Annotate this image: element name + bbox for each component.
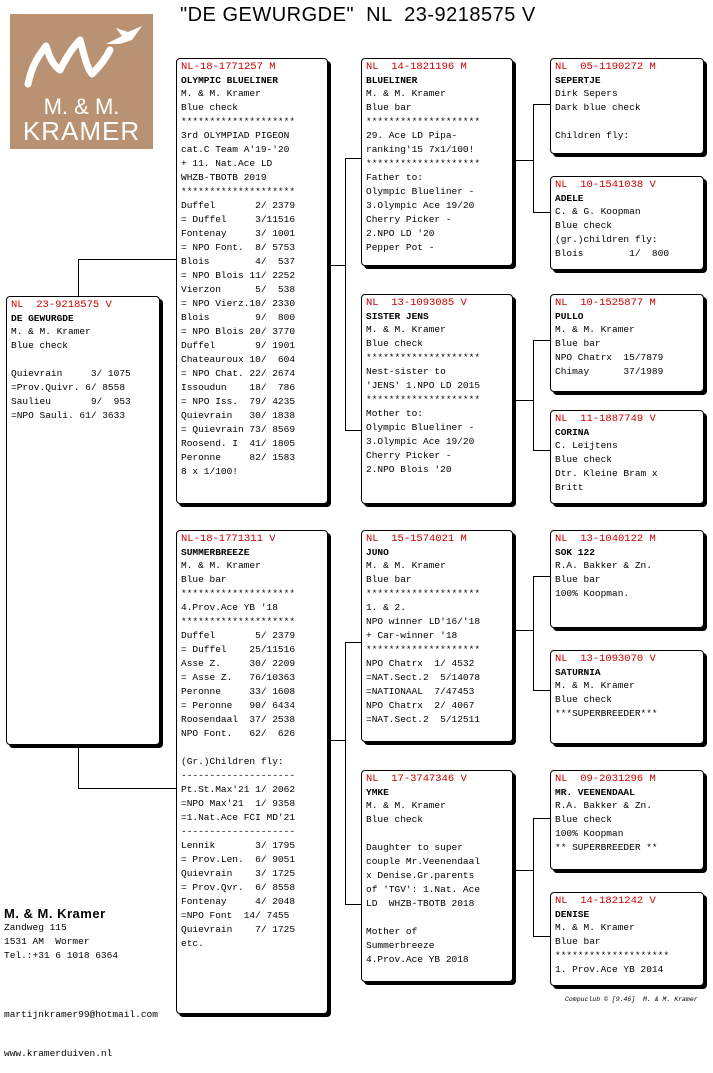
pigeon-logo-icon	[10, 14, 153, 104]
info-line: Blue check	[555, 220, 613, 231]
info-line: Blue check	[366, 814, 424, 825]
connector	[533, 104, 534, 212]
connector	[78, 259, 79, 297]
info-line: 1. Prov.Ace YB 2014	[555, 964, 664, 975]
info-line: Asse Z. 30/ 2209	[181, 658, 296, 669]
info-line: M. & M. Kramer	[555, 922, 635, 933]
pigeon-card-subject[interactable]	[6, 296, 160, 745]
info-line: Roosend. I 41/ 1805	[181, 438, 296, 449]
info-line: =1.Nat.Ace FCI MD'21	[181, 812, 296, 823]
info-line: = Duffel 3/11516	[181, 214, 296, 225]
info-line: NPO Chatrx 15/7879	[555, 352, 664, 363]
pigeon-card-sdd[interactable]	[550, 410, 704, 504]
info-line: Fontenay 3/ 1001	[181, 228, 296, 239]
connector	[533, 340, 534, 450]
info-line: Duffel 9/ 1901	[181, 340, 296, 351]
kramer-logo	[10, 14, 153, 149]
ring-number: NL 13-1093070 V	[555, 653, 656, 665]
ring-number: NL 09-2031296 M	[555, 773, 656, 785]
ring-number: NL-18-1771311 V	[181, 533, 276, 545]
ring-number: NL 14-1821196 M	[366, 61, 467, 73]
connector	[533, 690, 551, 691]
info-line: Blue bar	[366, 574, 412, 585]
pigeon-name: CORINA	[555, 427, 590, 438]
info-line: =NPO Sauli. 61/ 3633	[11, 410, 126, 421]
info-line: Olympic Blueliner -	[366, 186, 475, 197]
info-line: Saulieu 9/ 953	[11, 396, 131, 407]
info-line: = Duffel 25/11516	[181, 644, 296, 655]
info-line	[181, 741, 323, 755]
info-line: = Prov.Qvr. 6/ 8558	[181, 882, 296, 893]
info-line: Blue bar	[555, 338, 601, 349]
info-line: 1. & 2.	[366, 602, 406, 613]
pigeon-card-ddd[interactable]	[550, 892, 704, 986]
info-line: =NPO Max'21 1/ 9358	[181, 798, 296, 809]
info-line: R.A. Bakker & Zn.	[555, 560, 652, 571]
info-line: Children fly:	[555, 130, 630, 141]
info-line: Lennik 3/ 1795	[181, 840, 296, 851]
connector	[533, 450, 551, 451]
connector	[345, 904, 362, 905]
pigeon-name: PULLO	[555, 311, 584, 322]
info-line: Mother of	[366, 926, 418, 937]
info-line	[366, 911, 508, 925]
pigeon-name: SUMMERBREEZE	[181, 547, 250, 558]
info-line: NPO Chatrx 1/ 4532	[366, 658, 475, 669]
info-line: ***SUPERBREEDER***	[555, 708, 658, 719]
info-line: Fontenay 4/ 2048	[181, 896, 296, 907]
info-line: Chimay 37/1989	[555, 366, 664, 377]
pigeon-card-ssd[interactable]	[550, 176, 704, 270]
info-line: NPO Chatrx 2/ 4067	[366, 700, 475, 711]
info-line: = NPO Blois 11/ 2252	[181, 270, 296, 281]
connector	[515, 630, 533, 631]
info-line: = NPO Font. 8/ 5753	[181, 242, 296, 253]
info-line: ********************	[555, 950, 670, 961]
info-line: Cherry Picker -	[366, 214, 452, 225]
info-line: M. & M. Kramer	[366, 324, 446, 335]
connector	[330, 265, 345, 266]
info-line: = NPO Chat. 22/ 2674	[181, 368, 296, 379]
owner-block	[4, 906, 118, 963]
info-line: Duffel 5/ 2379	[181, 630, 296, 641]
info-line: Blue check	[366, 338, 424, 349]
pigeon-name: SOK 122	[555, 547, 595, 558]
info-line	[11, 353, 155, 367]
info-line: M. & M. Kramer	[366, 800, 446, 811]
info-line: M. & M. Kramer	[181, 88, 261, 99]
owner-name: M. & M. Kramer	[4, 906, 106, 921]
ring-number: NL 10-1525877 M	[555, 297, 656, 309]
info-line: M. & M. Kramer	[555, 680, 635, 691]
pigeon-card-dds[interactable]	[550, 770, 704, 870]
info-line: = Asse Z. 76/10363	[181, 672, 296, 683]
info-line: Blue bar	[555, 574, 601, 585]
ring-number: NL 13-1093085 V	[366, 297, 467, 309]
info-line: Blois 4/ 537	[181, 256, 296, 267]
info-line: Blue check	[11, 340, 69, 351]
info-line: Blois 9/ 800	[181, 312, 296, 323]
pigeon-name: DE GEWURGDE	[11, 313, 74, 324]
info-line: Pt.St.Max'21 1/ 2062	[181, 784, 296, 795]
info-line: ********************	[366, 158, 481, 169]
info-line: --------------------	[181, 770, 296, 781]
info-line: (gr.)children fly:	[555, 234, 658, 245]
info-line: 8 x 1/100!	[181, 466, 239, 477]
info-line: Olympic Blueliner -	[366, 422, 475, 433]
info-line: Dark blue check	[555, 102, 641, 113]
info-line: = Peronne 90/ 6434	[181, 700, 296, 711]
ring-number: NL 05-1190272 M	[555, 61, 656, 73]
ring-number: NL 14-1821242 V	[555, 895, 656, 907]
pigeon-name: SISTER JENS	[366, 311, 429, 322]
info-line: =NPO Font 14/ 7455	[181, 910, 290, 921]
info-line: + Car-winner '18	[366, 630, 458, 641]
pigeon-name: SATURNIA	[555, 667, 601, 678]
info-line: Pepper Pot -	[366, 242, 435, 253]
info-line: Blue bar	[366, 102, 412, 113]
logo-line1: M. & M.	[43, 94, 120, 119]
info-line: 4.Prov.Ace YB 2018	[366, 954, 469, 965]
info-line: (Gr.)Children fly:	[181, 756, 284, 767]
info-line: Britt	[555, 482, 584, 493]
connector	[330, 740, 345, 741]
pigeon-card-dam-sire[interactable]	[361, 530, 513, 742]
info-line: of 'TGV': 1.Nat. Ace	[366, 884, 481, 895]
info-line: Blue bar	[555, 936, 601, 947]
info-line: 2.NPO Blois '20	[366, 464, 452, 475]
connector	[533, 576, 551, 577]
info-line: M. & M. Kramer	[366, 88, 446, 99]
info-line: Blue bar	[181, 574, 227, 585]
info-line: Quievrain 30/ 1838	[181, 410, 296, 421]
info-line: = Prov.Len. 6/ 9051	[181, 854, 296, 865]
website-link[interactable]: www.kramerduiven.nl	[4, 1048, 113, 1059]
info-line: Duffel 2/ 2379	[181, 200, 296, 211]
info-line: = Quievrain 73/ 8569	[181, 424, 296, 435]
logo-line2: KRAMER	[22, 116, 141, 146]
pigeon-name: DENISE	[555, 909, 590, 920]
info-line: ranking'15 7x1/100!	[366, 144, 475, 155]
ring-number: NL 15-1574021 M	[366, 533, 467, 545]
info-line: Blue check	[181, 102, 239, 113]
info-line: ********************	[181, 588, 296, 599]
pigeon-card-sds[interactable]	[550, 294, 704, 392]
info-line: 'JENS' 1.NPO LD 2015	[366, 380, 481, 391]
connector	[515, 870, 533, 871]
info-line: Vierzon 5/ 538	[181, 284, 296, 295]
info-line: Issoudun 18/ 786	[181, 382, 296, 393]
info-line: ********************	[181, 616, 296, 627]
connector	[345, 430, 362, 431]
info-line: ********************	[366, 116, 481, 127]
info-line: M. & M. Kramer	[366, 560, 446, 571]
info-line: C. & G. Koopman	[555, 206, 641, 217]
pigeon-name: OLYMPIC BLUELINER	[181, 75, 278, 86]
info-line: ********************	[181, 116, 296, 127]
connector	[533, 936, 551, 937]
info-line: + 11. Nat.Ace LD	[181, 158, 273, 169]
email-link[interactable]: martijnkramer99@hotmail.com	[4, 1009, 158, 1020]
pigeon-name: MR. VEENENDAAL	[555, 787, 635, 798]
info-line: ** SUPERBREEDER **	[555, 842, 658, 853]
info-line: =NAT.Sect.2 5/14078	[366, 672, 481, 683]
info-line: Peronne 82/ 1583	[181, 452, 296, 463]
info-line: 3rd OLYMPIAD PIGEON	[181, 130, 290, 141]
info-line: Blue check	[555, 814, 613, 825]
info-line: Dtr. Kleine Bram x	[555, 468, 658, 479]
info-line: Mother to:	[366, 408, 424, 419]
connector	[533, 104, 551, 105]
info-line: Chateauroux 10/ 604	[181, 354, 296, 365]
connector	[533, 818, 534, 936]
info-line	[366, 827, 508, 841]
info-line: ********************	[366, 352, 481, 363]
info-line: = NPO Vierz.10/ 2330	[181, 298, 296, 309]
connector	[78, 788, 177, 789]
connector	[78, 259, 177, 260]
info-line: NPO Font. 62/ 626	[181, 728, 296, 739]
contact-block	[4, 982, 158, 1073]
info-line: Quievrain 3/ 1075	[11, 368, 131, 379]
info-line: =NATIONAAL 7/47453	[366, 686, 475, 697]
info-line: Dirk Sepers	[555, 88, 618, 99]
info-line: 3.Olympic Ace 19/20	[366, 200, 475, 211]
info-line: cat.C Team A'19-'20	[181, 144, 290, 155]
connector	[533, 212, 551, 213]
connector	[345, 642, 346, 904]
info-line: M. & M. Kramer	[181, 560, 261, 571]
info-line: LD WHZB-TBOTB 2018	[366, 898, 475, 909]
info-line: = NPO Iss. 79/ 4235	[181, 396, 296, 407]
pigeon-name: JUNO	[366, 547, 389, 558]
info-line: Daughter to super	[366, 842, 463, 853]
info-line: Nest-sister to	[366, 366, 446, 377]
ring-number: NL 17-3747346 V	[366, 773, 467, 785]
info-line: Blue check	[555, 694, 613, 705]
info-line: Father to:	[366, 172, 424, 183]
owner-postcode: 1531 AM Wormer	[4, 936, 90, 947]
pigeon-name: BLUELINER	[366, 75, 418, 86]
info-line: =Prov.Quivr. 6/ 8558	[11, 382, 126, 393]
info-line: =NAT.Sect.2 5/12511	[366, 714, 481, 725]
pigeon-card-dam[interactable]	[176, 530, 328, 1014]
info-line: 4.Prov.Ace YB '18	[181, 602, 278, 613]
pigeon-card-sire-dam[interactable]	[361, 294, 513, 504]
info-line: Quievrain 3/ 1725	[181, 868, 296, 879]
info-line: NPO winner LD'16/'18	[366, 616, 481, 627]
info-line	[555, 115, 699, 129]
pedigree-title: "DE GEWURGDE" NL 23-9218575 V	[180, 4, 536, 26]
info-line: C. Leijtens	[555, 440, 618, 451]
connector	[345, 158, 362, 159]
info-line: Blois 1/ 800	[555, 248, 670, 259]
info-line: ********************	[366, 588, 481, 599]
connector	[533, 818, 551, 819]
pigeon-name: ADELE	[555, 193, 584, 204]
info-line: 100% Koopman	[555, 828, 624, 839]
pigeon-card-sire[interactable]	[176, 58, 328, 504]
info-line: Roosendaal 37/ 2538	[181, 714, 296, 725]
ring-number: NL 13-1040122 M	[555, 533, 656, 545]
info-line: M. & M. Kramer	[11, 326, 91, 337]
info-line: R.A. Bakker & Zn.	[555, 800, 652, 811]
pigeon-card-dsd[interactable]	[550, 650, 704, 744]
info-line: Blue check	[555, 454, 613, 465]
info-line: Cherry Picker -	[366, 450, 452, 461]
pigeon-card-dam-dam[interactable]	[361, 770, 513, 982]
info-line: M. & M. Kramer	[555, 324, 635, 335]
connector	[345, 158, 346, 430]
info-line: Peronne 33/ 1608	[181, 686, 296, 697]
info-line: ********************	[181, 186, 296, 197]
software-footer: Compuclub © [9.46] M. & M. Kramer	[565, 996, 698, 1003]
info-line: ********************	[366, 644, 481, 655]
connector	[515, 160, 533, 161]
pigeon-card-dss[interactable]	[550, 530, 704, 628]
connector	[533, 576, 534, 690]
info-line: = NPO Blois 20/ 3770	[181, 326, 296, 337]
connector	[78, 744, 79, 788]
ring-number: NL 11-1887749 V	[555, 413, 656, 425]
pigeon-name: YMKE	[366, 787, 389, 798]
connector	[345, 642, 362, 643]
info-line: 100% Koopman.	[555, 588, 630, 599]
info-line: x Denise.Gr.parents	[366, 870, 475, 881]
ring-number: NL 10-1541038 V	[555, 179, 656, 191]
ring-number: NL 23-9218575 V	[11, 299, 112, 311]
connector	[533, 340, 551, 341]
info-line: 29. Ace LD Pipa-	[366, 130, 458, 141]
info-line: Summerbreeze	[366, 940, 435, 951]
info-line: ********************	[366, 394, 481, 405]
info-line: couple Mr.Veenendaal	[366, 856, 481, 867]
ring-number: NL-18-1771257 M	[181, 61, 276, 73]
connector	[515, 400, 533, 401]
info-line: etc.	[181, 938, 204, 949]
owner-address: Zandweg 115	[4, 922, 67, 933]
info-line: Quievrain 7/ 1725	[181, 924, 296, 935]
pigeon-name: SEPERTJE	[555, 75, 601, 86]
info-line: --------------------	[181, 826, 296, 837]
info-line: WHZB-TBOTB 2019	[181, 172, 267, 183]
info-line: 3.Olympic Ace 19/20	[366, 436, 475, 447]
owner-phone: Tel.:+31 6 1018 6364	[4, 950, 119, 961]
pigeon-card-sire-sire[interactable]	[361, 58, 513, 266]
pigeon-card-sss[interactable]	[550, 58, 704, 154]
info-line: 2.NPO LD '20	[366, 228, 435, 239]
